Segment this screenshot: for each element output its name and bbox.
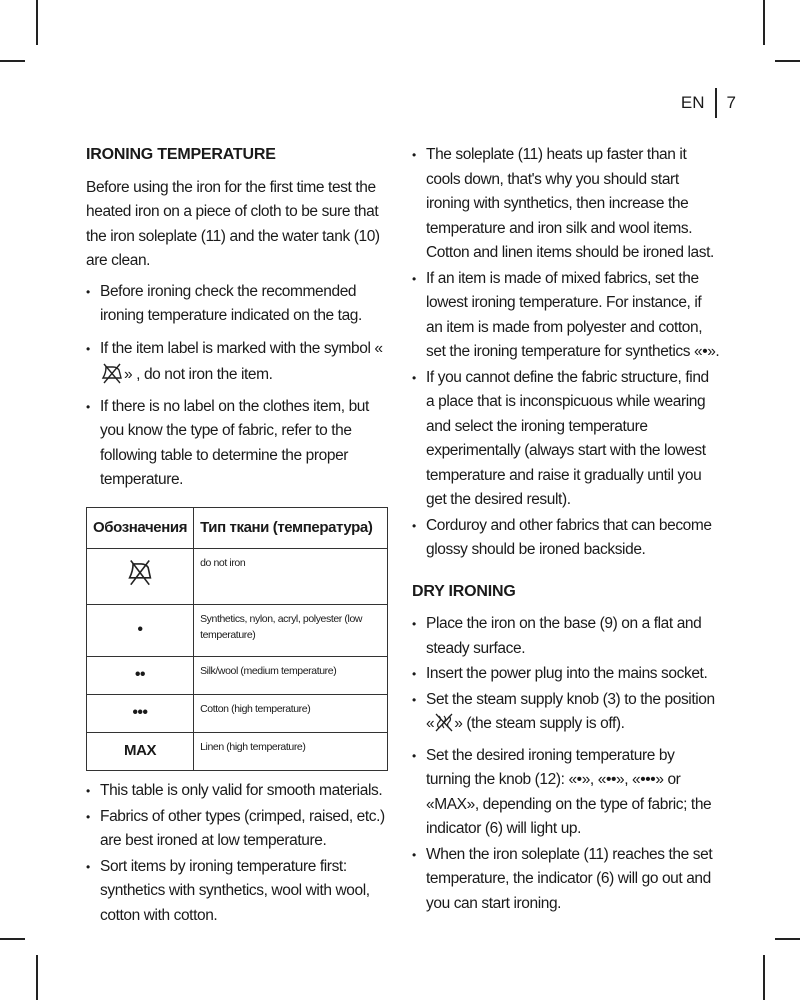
list-item: • Sort items by ironing temperature first: synthetics with synthetics, wool with wool, cotton with cotton. — [86, 855, 388, 929]
crop-mark — [36, 0, 38, 45]
table-row — [87, 605, 388, 657]
list-item: • If you cannot define the fabric structure, find a place that is inconspicuous while wearing and select the ironing temperature experimentally (always start with the lowest temperature and raise it gradually until you get the desired result). — [412, 366, 720, 513]
table-row — [87, 657, 388, 695]
table-header-symbol: Обозначения — [87, 507, 194, 549]
table-notes — [86, 779, 388, 928]
list-item: • When the iron soleplate (11) reaches the set temperature, the indicator (6) will go out and you can start ironing. — [412, 843, 720, 917]
table-row — [87, 549, 388, 605]
ironing-tips — [412, 143, 720, 563]
list-item: • Fabrics of other types (crimped, raised, etc.) are best ironed at low temperature. — [86, 805, 388, 854]
steam-off-icon — [434, 712, 454, 743]
table-cell-symbol — [87, 549, 194, 605]
crop-mark — [775, 938, 800, 940]
temperature-table — [86, 507, 388, 772]
table-cell-desc: Silk/wool (medium temperature) — [194, 657, 388, 695]
list-item: • Place the iron on the base (9) on a flat and steady surface. — [412, 612, 720, 661]
header-divider — [715, 88, 717, 118]
list-item: • Before ironing check the recommended ironing temperature indicated on the tag. — [86, 280, 388, 329]
crop-mark — [763, 955, 765, 1000]
crop-mark — [0, 60, 25, 62]
table-header-row — [87, 507, 388, 549]
section-title-ironing-temperature: IRONING TEMPERATURE — [86, 146, 276, 163]
intro-paragraph: Before using the iron for the first time test the heated iron on a piece of cloth to be sure that the iron soleplate (11) and the water tank (10) are clean. — [86, 178, 380, 269]
table-header-fabric: Тип ткани (температура) — [194, 507, 388, 549]
dry-ironing-steps — [412, 612, 720, 916]
table-cell-desc: Cotton (high temperature) — [194, 695, 388, 733]
list-item: • If an item is made of mixed fabrics, set the lowest ironing temperature. For instance, if an item is made from polyester and cotton, set the ironing temperature for synthetics «•». — [412, 267, 720, 365]
list-item: • If there is no label on the clothes item, but you know the type of fabric, refer to the following table to determine the proper temperature. — [86, 395, 388, 493]
table-row — [87, 695, 388, 733]
table-cell-desc: Linen (high temperature) — [194, 733, 388, 771]
page-number: 7 — [726, 93, 736, 112]
ironing-bullets — [86, 280, 388, 493]
no-iron-icon — [100, 361, 124, 394]
crop-mark — [36, 955, 38, 1000]
page-header — [681, 90, 736, 116]
table-cell-symbol: • — [87, 605, 194, 657]
list-item: • Corduroy and other fabrics that can become glossy should be ironed backside. — [412, 514, 720, 563]
table-cell-desc: do not iron — [194, 549, 388, 605]
table-cell-symbol: •• — [87, 657, 194, 695]
no-iron-icon — [126, 557, 154, 596]
crop-mark — [763, 0, 765, 45]
list-item: • If the item label is marked with the symbol «» , do not iron the item. — [86, 337, 388, 394]
crop-mark — [775, 60, 800, 62]
list-item: • This table is only valid for smooth materials. — [86, 779, 388, 804]
list-item: • Set the desired ironing temperature by turning the knob (12): «•», «••», «•••» or «MAX», depending on the type of fabric; the indicator (6) will light up. — [412, 744, 720, 842]
section-title-dry-ironing: DRY IRONING — [412, 582, 516, 600]
list-item: • Set the steam supply knob (3) to the position « » (the steam supply is off). — [412, 688, 720, 743]
crop-mark — [0, 938, 25, 940]
table-cell-symbol: MAX — [87, 733, 194, 771]
language-code: EN — [680, 93, 705, 112]
table-row — [87, 733, 388, 771]
table-cell-symbol: ••• — [87, 695, 194, 733]
list-item: • Insert the power plug into the mains socket. — [412, 662, 720, 687]
list-item: • The soleplate (11) heats up faster than it cools down, that's why you should start ironing with synthetics, then increase the temperature and iron silk and wool items. Cotton and linen items should be ironed last. — [412, 143, 720, 266]
left-column — [86, 143, 388, 929]
right-column — [412, 143, 720, 917]
table-cell-desc: Synthetics, nylon, acryl, polyester (low temperature) — [194, 605, 388, 657]
